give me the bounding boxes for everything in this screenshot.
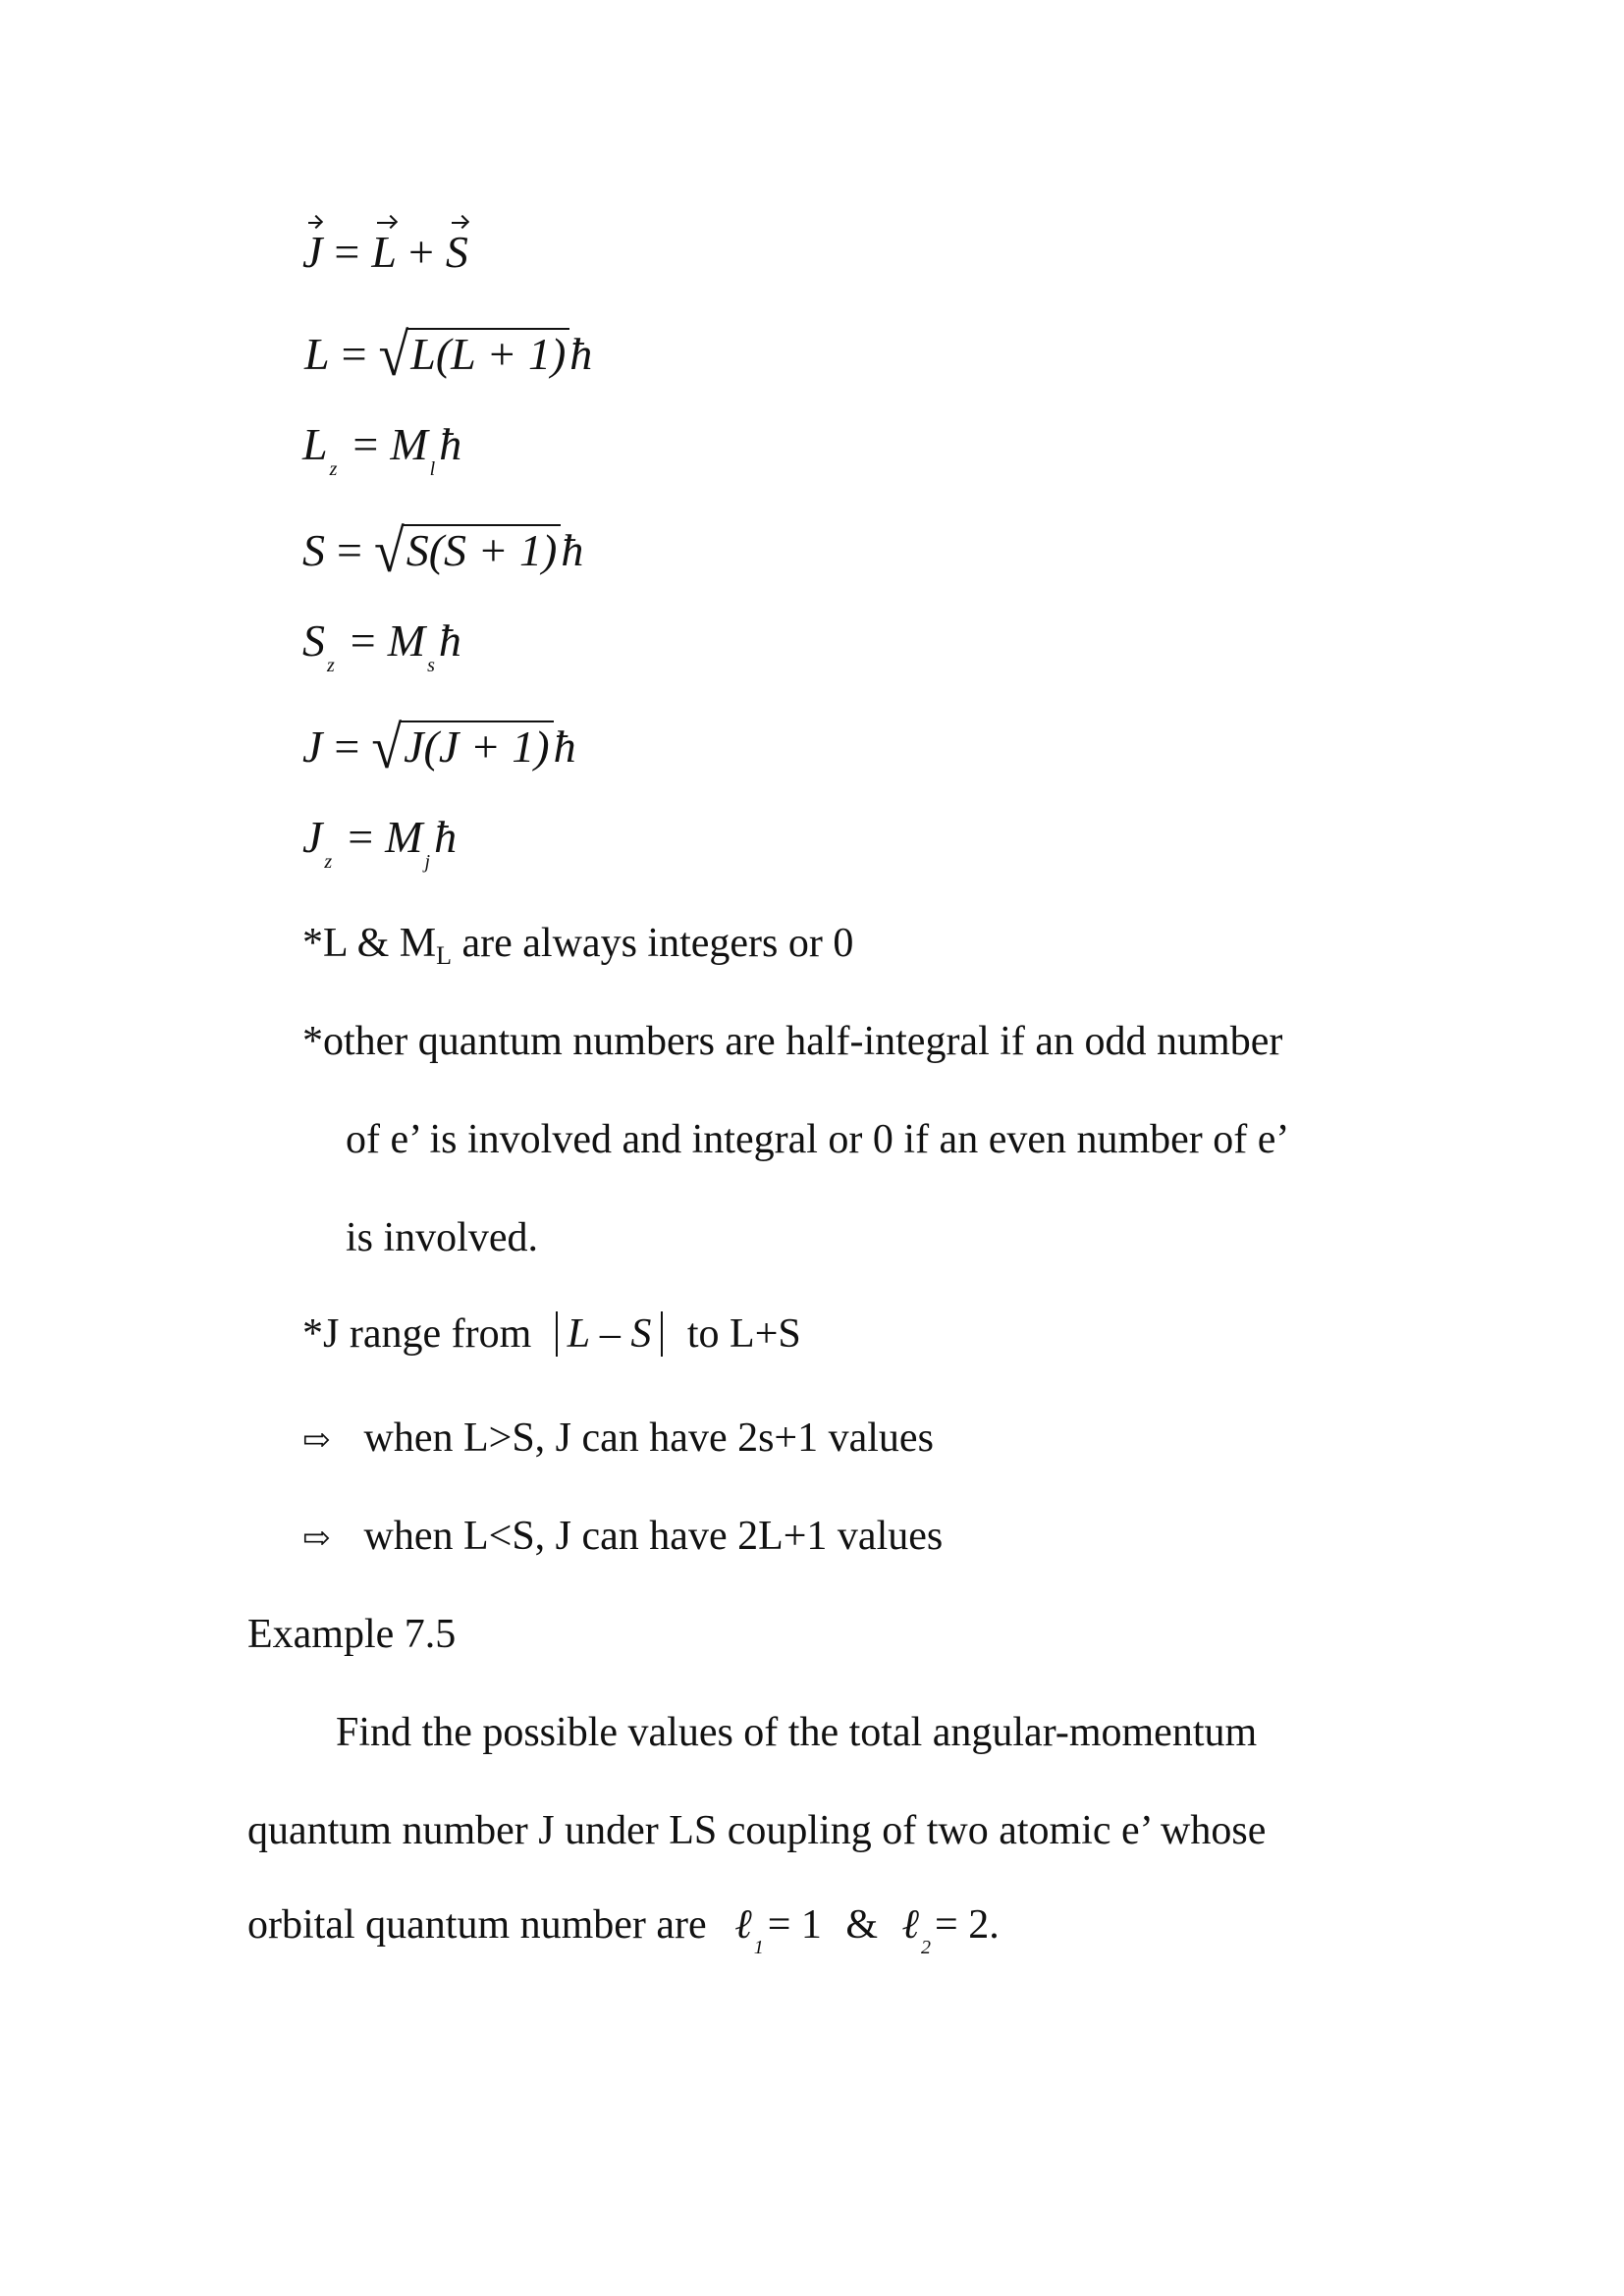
note-half-integral-line1: *other quantum numbers are half-integral if an odd number [302,1019,1283,1064]
example-line1: Find the possible values of the total angular-momentum [336,1710,1258,1755]
equation-s-z: S $_z$ = M $_s$ħ [302,615,461,676]
sqrt: √J(J + 1) [371,717,553,772]
ell-symbol: ℓ [901,1902,920,1948]
equation-j-magnitude: J = √J(J + 1)ħ [302,714,576,782]
note-j-range: *J range from L – S to L+S [302,1311,801,1357]
vector-l: L [371,227,397,277]
equation-j-vector: J = L + S [302,227,468,277]
ell-symbol: ℓ [734,1902,752,1948]
example-line3: orbital quantum number are ℓ $_1$= 1 & ℓ $_2$= 2. [247,1902,1000,1958]
absolute-value: L – S [556,1311,664,1357]
note-half-integral-line2: of e’ is involved and integral or 0 if an even number of e’ [346,1117,1290,1162]
note-integers: *L & ML are always integers or 0 [302,921,854,970]
note-half-integral-line3: is involved. [346,1215,538,1260]
equation-l-z: L $_z$ = M $_l$ħ [302,419,462,480]
example-line2: quantum number J under LS coupling of two atomic e’ whose [247,1808,1267,1853]
sqrt: √L(L + 1) [379,324,570,379]
vector-s: S [445,227,468,277]
bullet-l-less-s: ⇨ when L<S, J can have 2L+1 values [302,1514,944,1559]
sqrt: √S(S + 1) [374,520,561,575]
arrow-right-icon: ⇨ [302,1521,331,1557]
equation-j-z: J $_z$ = M $_j$ħ [302,812,458,873]
vector-j: J [302,227,323,277]
equation-s-magnitude: S = √S(S + 1)ħ [302,517,584,586]
bullet-l-greater-s: ⇨ when L>S, J can have 2s+1 values [302,1415,934,1461]
arrow-right-icon: ⇨ [302,1422,331,1459]
example-title: Example 7.5 [247,1612,457,1657]
equation-l-magnitude: L = √L(L + 1)ħ [304,321,593,390]
